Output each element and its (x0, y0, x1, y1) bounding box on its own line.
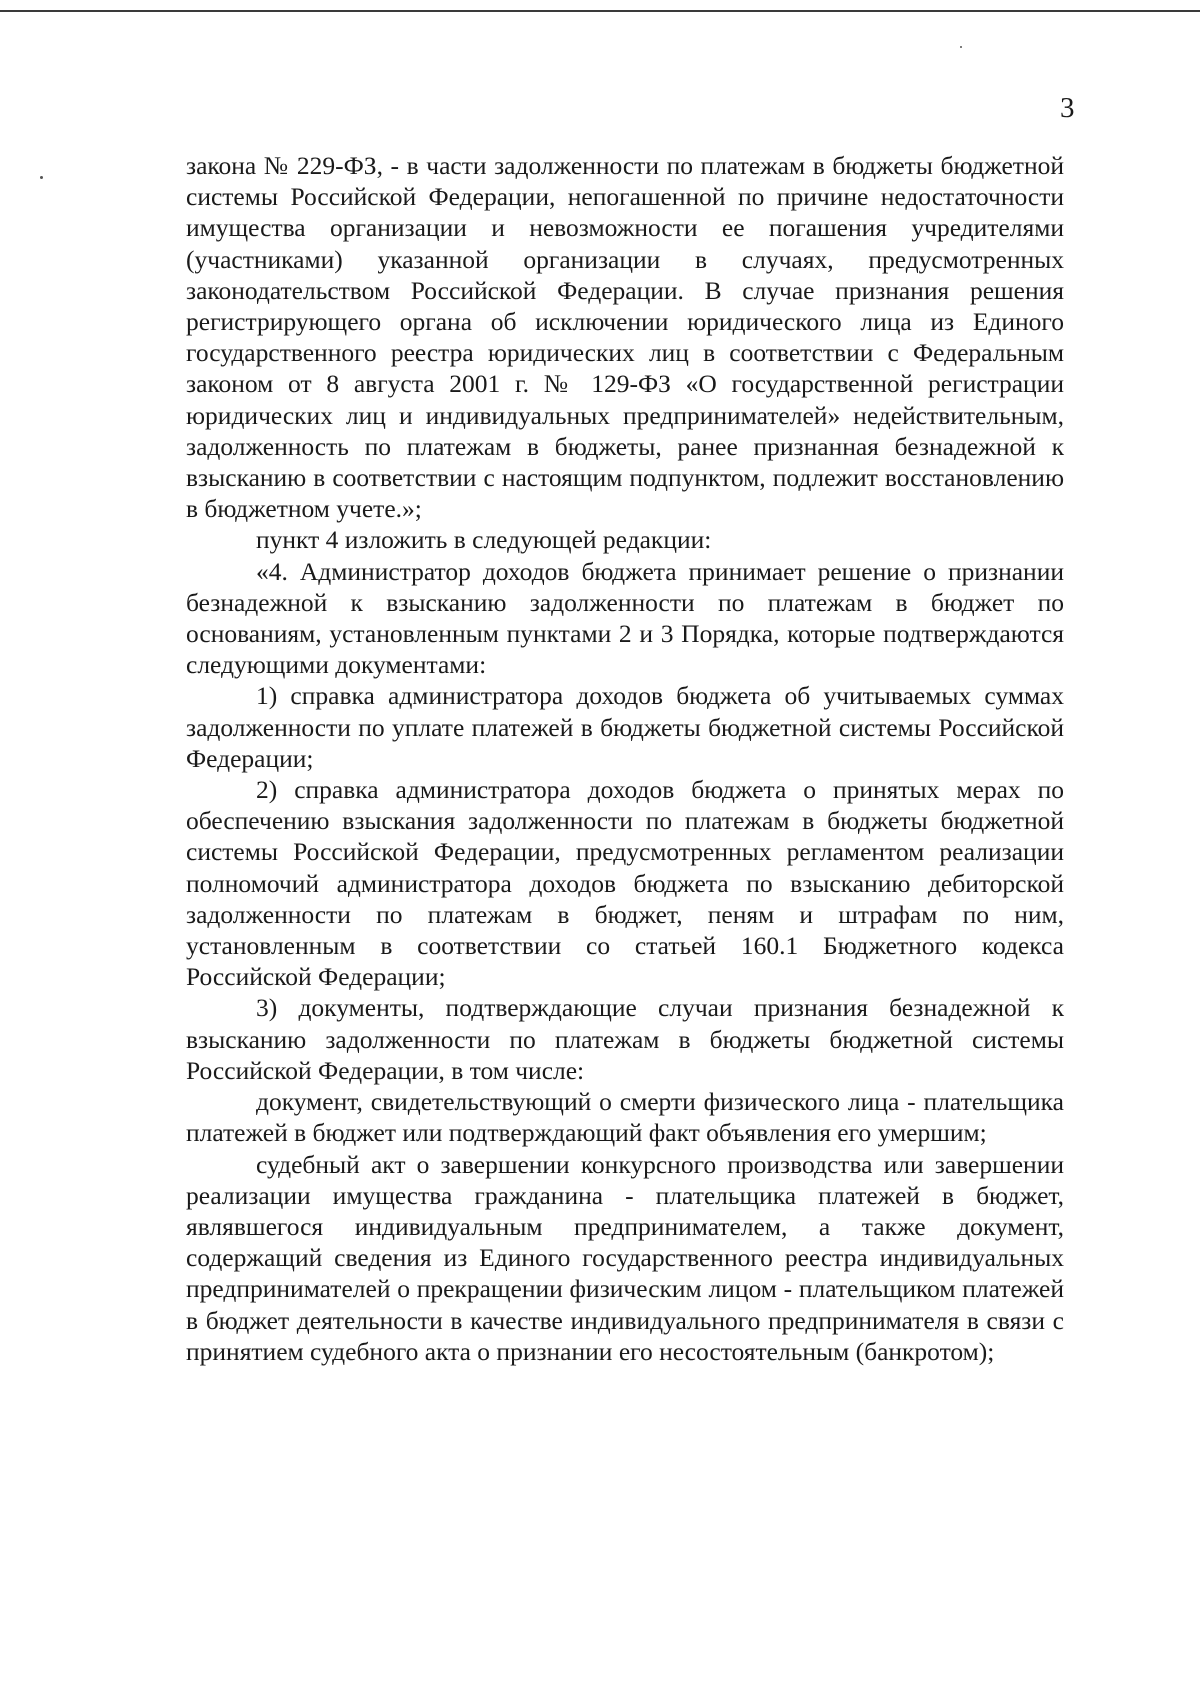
scan-speck (960, 46, 962, 48)
paragraph: судебный акт о завершении конкурсного производства или завершении реализации имущества гражданина - плательщика платежей в бюджет, являвшегося индивидуальным предпринимателем, а также документ, содержащий сведения из Единого государственного реестра индивидуальных предпринимателей о прекращении физическим лицом - плательщиком платежей в бюджет деятельности в качестве индивидуального предпринимателя в связи с принятием судебного акта о признании его несостоятельным (банкротом); (186, 1149, 1064, 1366)
scan-speck (40, 176, 43, 179)
scan-top-border (0, 10, 1200, 12)
paragraph: документ, свидетельствующий о смерти физического лица - плательщика платежей в бюджет или подтверждающий факт объявления его умершим; (186, 1087, 1064, 1148)
list-item: 2) справка администратора доходов бюджета о принятых мерах по обеспечению взыскания задолженности по платежам в бюджеты бюджетной системы Российской Федерации, предусмотренных регламентом реализации полномочий администратора доходов бюджета по взысканию дебиторской задолженности по платежам в бюджет, пеням и штрафам по ним, установленным в соответствии со статьей 160.1 Бюджетного кодекса Российской Федерации; (186, 775, 1064, 992)
document-body (186, 150, 1064, 1367)
list-item: 3) документы, подтверждающие случаи признания безнадежной к взысканию задолженности по платежам в бюджеты бюджетной системы Российской Федерации, в том числе: (186, 993, 1064, 1085)
paragraph: закона № 229-ФЗ, - в части задолженности по платежам в бюджеты бюджетной системы Российской Федерации, непогашенной по причине недостаточности имущества организации и невозможности ее погашения учредителями (участниками) указанной организации в случаях, предусмотренных законодательством Российской Федерации. В случае признания решения регистрирующего органа об исключении юридического лица из Единого государственного реестра юридических лиц в соответствии с Федеральным законом от 8 августа 2001 г. № 129-ФЗ «О государственной регистрации юридических лиц и индивидуальных предпринимателей» недействительным, задолженность по платежам в бюджеты, ранее признанная безнадежной к взысканию в соответствии с настоящим подпунктом, подлежит восстановлению в бюджетном учете.»; (186, 151, 1064, 524)
paragraph: «4. Администратор доходов бюджета принимает решение о признании безнадежной к взысканию задолженности по платежам в бюджет по основаниям, установленным пунктами 2 и 3 Порядка, которые подтверждаются следующими документами: (186, 556, 1064, 680)
paragraph: пункт 4 изложить в следующей редакции: (256, 525, 712, 555)
list-item: 1) справка администратора доходов бюджета об учитываемых суммах задолженности по уплате платежей в бюджеты бюджетной системы Российской Федерации; (186, 681, 1064, 773)
page-number: 3 (1060, 92, 1075, 124)
